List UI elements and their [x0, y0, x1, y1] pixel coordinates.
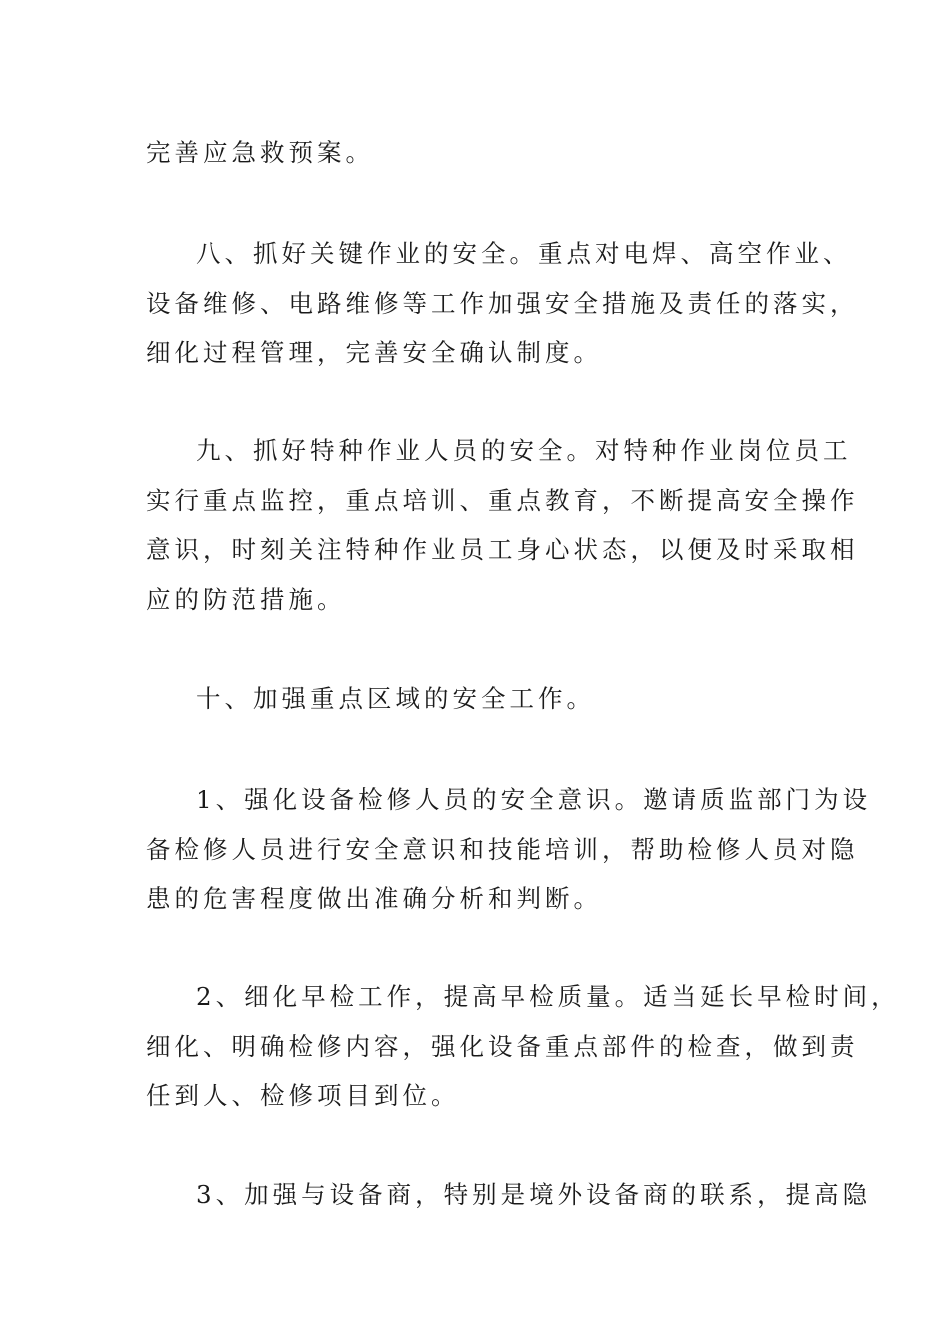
paragraph-maintenance-awareness — [146, 775, 872, 924]
paragraph-line: 完善应急救预案。 — [146, 138, 374, 167]
paragraph-key-operations — [146, 229, 859, 378]
paragraph-emergency-plan-tail — [146, 128, 816, 178]
paragraph-key-areas — [146, 674, 816, 724]
paragraph-line: 十、加强重点区域的安全工作。 — [196, 684, 595, 713]
paragraph-line: 任到人、检修项目到位。 — [146, 1081, 460, 1110]
paragraph-line: 设备维修、电路维修等工作加强安全措施及责任的落实， — [146, 288, 859, 318]
paragraph-line: 备检修人员进行安全意识和技能培训，帮助检修人员对隐 — [146, 834, 859, 864]
paragraph-line: 3、加强与设备商，特别是境外设备商的联系，提高隐 — [196, 1180, 872, 1209]
paragraph-special-workers — [146, 426, 859, 624]
paragraph-line: 八、抓好关键作业的安全。重点对电焊、高空作业、 — [196, 239, 852, 268]
paragraph-equipment-suppliers — [146, 1170, 872, 1220]
paragraph-line: 意识，时刻关注特种作业员工身心状态，以便及时采取相 — [146, 535, 859, 564]
paragraph-morning-inspection — [146, 972, 900, 1121]
paragraph-line: 实行重点监控，重点培训、重点教育，不断提高安全操作 — [146, 485, 859, 515]
paragraph-line: 2、细化早检工作，提高早检质量。适当延长早检时间， — [196, 982, 900, 1011]
paragraph-line: 1、强化设备检修人员的安全意识。邀请质监部门为设 — [196, 785, 872, 814]
paragraph-line: 细化过程管理，完善安全确认制度。 — [146, 338, 602, 367]
paragraph-line: 患的危害程度做出准确分析和判断。 — [146, 884, 602, 913]
paragraph-line: 九、抓好特种作业人员的安全。对特种作业岗位员工 — [196, 436, 852, 465]
paragraph-line: 细化、明确检修内容，强化设备重点部件的检查，做到责 — [146, 1031, 859, 1061]
paragraph-line: 应的防范措施。 — [146, 584, 346, 614]
